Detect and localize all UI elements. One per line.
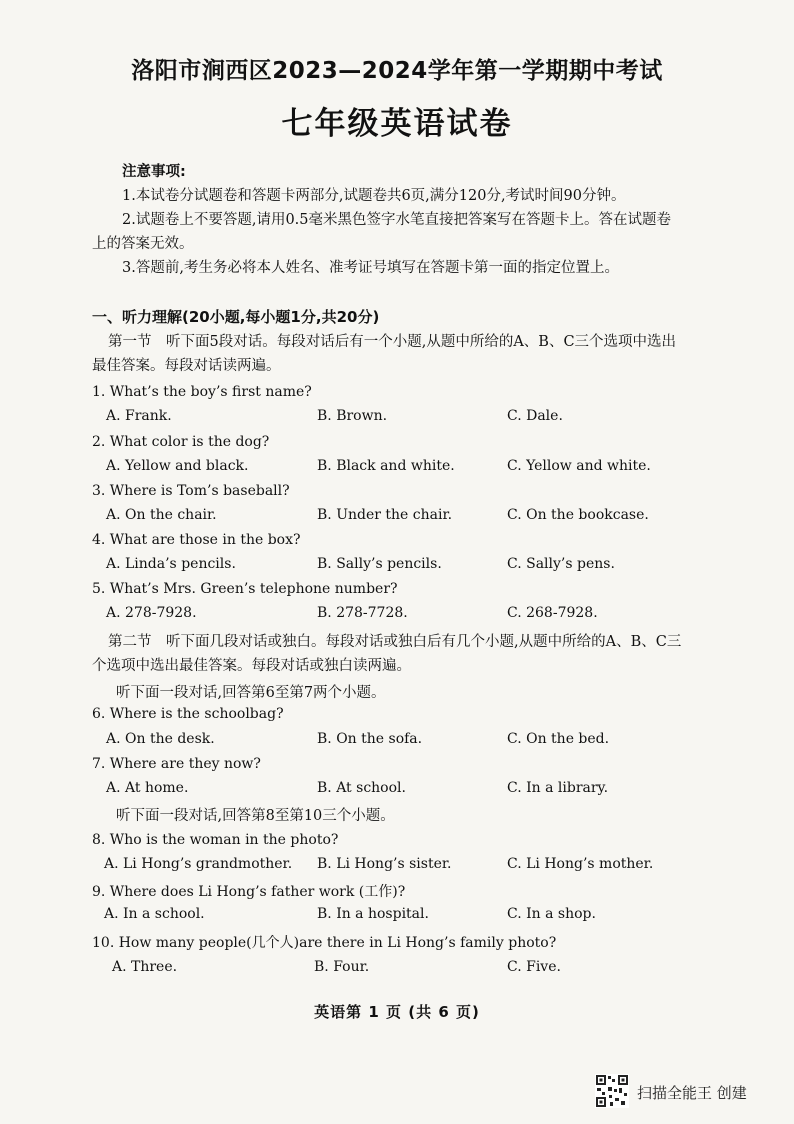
part-1-intro-line2: 最佳答案。每段对话读两遍。 [92, 358, 281, 374]
option-a: A. Frank. [106, 408, 172, 424]
question-3: 3. Where is Tom’s baseball? [92, 483, 290, 499]
option-c: C. Dale. [507, 408, 563, 424]
question-9: 9. Where does Li Hong’s father work (工作)? [92, 884, 406, 900]
option-b: B. Four. [314, 959, 370, 975]
question-10: 10. How many people(几个人)are there in Li Hong’s family photo? [92, 935, 557, 951]
option-a: A. On the chair. [106, 507, 217, 523]
question-7-options [106, 780, 746, 800]
part-2-intro-line1: 第二节 听下面几段对话或独白。每段对话或独白后有几个小题,从题中所给的A、B、C三 [108, 634, 682, 650]
option-a: A. Linda’s pencils. [106, 556, 236, 572]
notes-block [92, 160, 732, 280]
option-c: C. Sally’s pens. [507, 556, 615, 572]
option-a: A. In a school. [104, 906, 205, 922]
question-2-options [106, 458, 746, 478]
part-2-intro [92, 630, 732, 678]
option-c: C. Yellow and white. [507, 458, 651, 474]
question-6: 6. Where is the schoolbag? [92, 706, 284, 722]
notes-item-2: 2.试题卷上不要答题,请用0.5毫米黑色签字水笔直接把答案写在答题卡上。答在试题卷 [122, 212, 672, 228]
option-c: C. In a shop. [507, 906, 596, 922]
option-b: B. 278-7728. [317, 605, 408, 621]
watermark-text: 扫描全能王 创建 [637, 1084, 747, 1102]
option-c: C. 268-7928. [507, 605, 598, 621]
part-1-intro [92, 330, 732, 378]
question-1-options [106, 408, 746, 428]
question-1: 1. What’s the boy’s first name? [92, 384, 312, 400]
question-4: 4. What are those in the box? [92, 532, 301, 548]
option-b: B. Brown. [317, 408, 388, 424]
option-b: B. Sally’s pencils. [317, 556, 442, 572]
option-a: A. On the desk. [106, 731, 215, 747]
option-a: A. At home. [106, 780, 189, 796]
question-8: 8. Who is the woman in the photo? [92, 832, 339, 848]
sub-instruction-1: 听下面一段对话,回答第6至第7两个小题。 [116, 685, 386, 701]
notes-item-3: 3.答题前,考生务必将本人姓名、准考证号填写在答题卡第一面的指定位置上。 [122, 260, 619, 276]
section-1-title: 一、听力理解(20小题,每小题1分,共20分) [92, 308, 380, 326]
option-c: C. Five. [507, 959, 561, 975]
question-8-options [106, 856, 746, 876]
question-10-options [106, 959, 746, 979]
option-b: B. Under the chair. [317, 507, 453, 523]
question-4-options [106, 556, 746, 576]
notes-heading: 注意事项: [122, 164, 186, 180]
option-a: A. Yellow and black. [106, 458, 249, 474]
option-a: A. Three. [112, 959, 178, 975]
exam-title: 洛阳市涧西区2023—2024学年第一学期期中考试 [131, 58, 663, 84]
exam-subtitle: 七年级英语试卷 [281, 106, 513, 142]
option-a: A. 278-7928. [106, 605, 197, 621]
part-1-intro-line1: 第一节 听下面5段对话。每段对话后有一个小题,从题中所给的A、B、C三个选项中选出 [108, 334, 677, 350]
option-c: C. In a library. [507, 780, 609, 796]
part-2-intro-line2: 个选项中选出最佳答案。每段对话或独白读两遍。 [92, 658, 411, 674]
option-b: B. At school. [317, 780, 406, 796]
scanner-watermark [595, 1074, 785, 1110]
qr-code-icon [595, 1074, 629, 1108]
option-c: C. On the bed. [507, 731, 610, 747]
question-9-options [106, 906, 746, 926]
option-b: B. In a hospital. [317, 906, 429, 922]
question-5-options [106, 605, 746, 625]
question-6-options [106, 731, 746, 751]
option-b: B. On the sofa. [317, 731, 423, 747]
sub-instruction-2: 听下面一段对话,回答第8至第10三个小题。 [116, 808, 395, 824]
question-2: 2. What color is the dog? [92, 434, 270, 450]
page-footer: 英语第 1 页 (共 6 页) [314, 1003, 480, 1021]
option-c: C. On the bookcase. [507, 507, 649, 523]
question-7: 7. Where are they now? [92, 756, 261, 772]
notes-item-1: 1.本试卷分试题卷和答题卡两部分,试题卷共6页,满分120分,考试时间90分钟。 [122, 188, 626, 204]
question-3-options [106, 507, 746, 527]
notes-item-2-cont: 上的答案无效。 [92, 236, 194, 252]
option-a: A. Li Hong’s grandmother. [104, 856, 293, 872]
option-b: B. Black and white. [317, 458, 455, 474]
option-c: C. Li Hong’s mother. [507, 856, 654, 872]
question-5: 5. What’s Mrs. Green’s telephone number? [92, 581, 398, 597]
option-b: B. Li Hong’s sister. [317, 856, 452, 872]
